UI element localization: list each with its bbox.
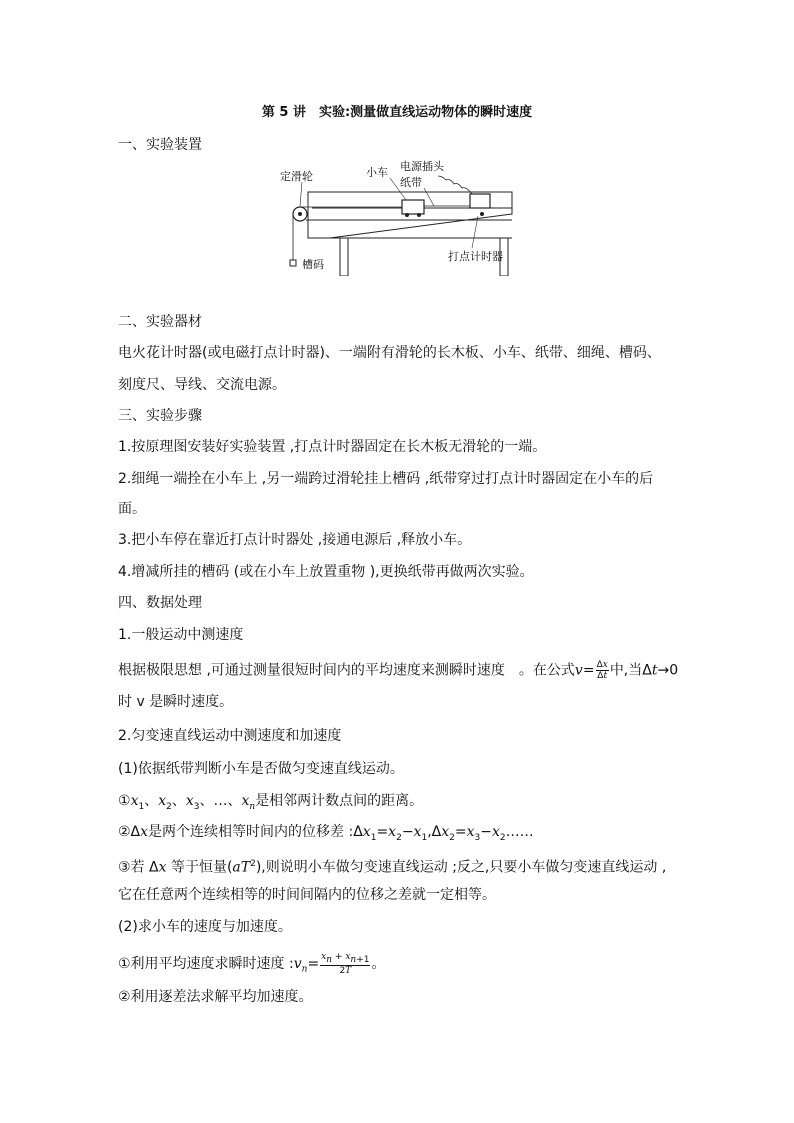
section-heading-materials: 二、实验器材: [118, 314, 202, 330]
cart-icon: [402, 200, 424, 214]
section-heading-processing: 四、数据处理: [118, 595, 202, 611]
step-2-cont: 面。: [118, 501, 146, 517]
step-3: 3.把小车停在靠近打点计时器处 ,接通电源后 ,释放小车。: [118, 532, 472, 548]
item-2: (2)求小车的速度与加速度。: [118, 919, 292, 935]
item-1-circle-2: ②Δx是两个连续相等时间内的位移差 $:\Delta x_1=x_2-x_1,\Delta x_2=x_3-x_2\dots\dots$: [118, 824, 534, 843]
step-1: 1.按原理图安装好实验装置 ,打点计时器固定在长木板无滑轮的一端。: [118, 439, 547, 455]
step-2: 2.细绳一端拴在小车上 ,另一端跨过滑轮挂上槽码 ,纸带穿过打点计时器固定在小车的后: [118, 471, 654, 487]
formula-vn-fraction: $\frac{x_n + x_{n+1}}{2T}$: [321, 952, 370, 976]
label-tape: 纸带: [400, 176, 422, 189]
label-plug: 电源插头: [400, 160, 444, 173]
step-4: 4.增减所挂的槽码 (或在小车上放置重物 ),更换纸带再做两次实验。: [118, 564, 534, 580]
apparatus-diagram: [276, 156, 516, 276]
subheading-uniform-accel: 2.匀变速直线运动中测速度和加速度: [118, 728, 342, 744]
timer-icon: [470, 194, 490, 208]
item-2-circle-1: ①利用平均速度求瞬时速度 $:v_n=$ $\frac{x_n + x_{n+1}}{2T}$ 。: [118, 952, 386, 976]
materials-line-2: 刻度尺、导线、交流电源。: [118, 377, 286, 393]
limit-idea-paragraph: 根据极限思想 ,可通过测量很短时间内的平均速度来测瞬时速度 。在公式v= $\frac{\Delta x}{\Delta t}$ 中,当Δt→0: [118, 660, 679, 681]
page-title: 第 5 讲 实验:测量做直线运动物体的瞬时速度: [261, 105, 533, 120]
item-2-circle-2: ②利用逐差法求解平均加速度。: [118, 989, 313, 1005]
item-1-circle-3: ③若 Δx 等于恒量$(aT^2)$,则说明小车做匀变速直线运动 ;反之,只要小车做匀变速直线运动 ,: [118, 859, 667, 876]
formula-v-fraction: $\frac{\Delta x}{\Delta t}$: [596, 660, 608, 681]
subheading-general-speed: 1.一般运动中测速度: [118, 627, 244, 643]
section-heading-steps: 三、实验步骤: [118, 408, 202, 424]
section-heading-apparatus: 一、实验装置: [118, 137, 202, 153]
table-leg: [340, 238, 348, 276]
item-1-circle-3-cont: 它在任意两个连续相等的时间间隔内的位移之差就一定相等。: [118, 887, 496, 903]
label-pulley: 定滑轮: [280, 170, 313, 183]
label-cart: 小车: [366, 166, 388, 179]
weight-icon: [290, 260, 296, 266]
label-weight: 槽码: [302, 258, 324, 271]
limit-idea-line2: 时 v 是瞬时速度。: [118, 694, 234, 710]
materials-line-1: 电火花计时器(或电磁打点计时器)、一端附有滑轮的长木板、小车、纸带、细绳、槽码、: [118, 345, 661, 361]
item-1: (1)依据纸带判断小车是否做匀变速直线运动。: [118, 761, 404, 777]
power-cord-icon: [438, 176, 472, 194]
label-timer: 打点计时器: [448, 250, 503, 263]
item-1-circle-1: $①x_1$、$x_2$、$x_3$、…、$x_n$是相邻两计数点间的距离。: [118, 793, 424, 812]
